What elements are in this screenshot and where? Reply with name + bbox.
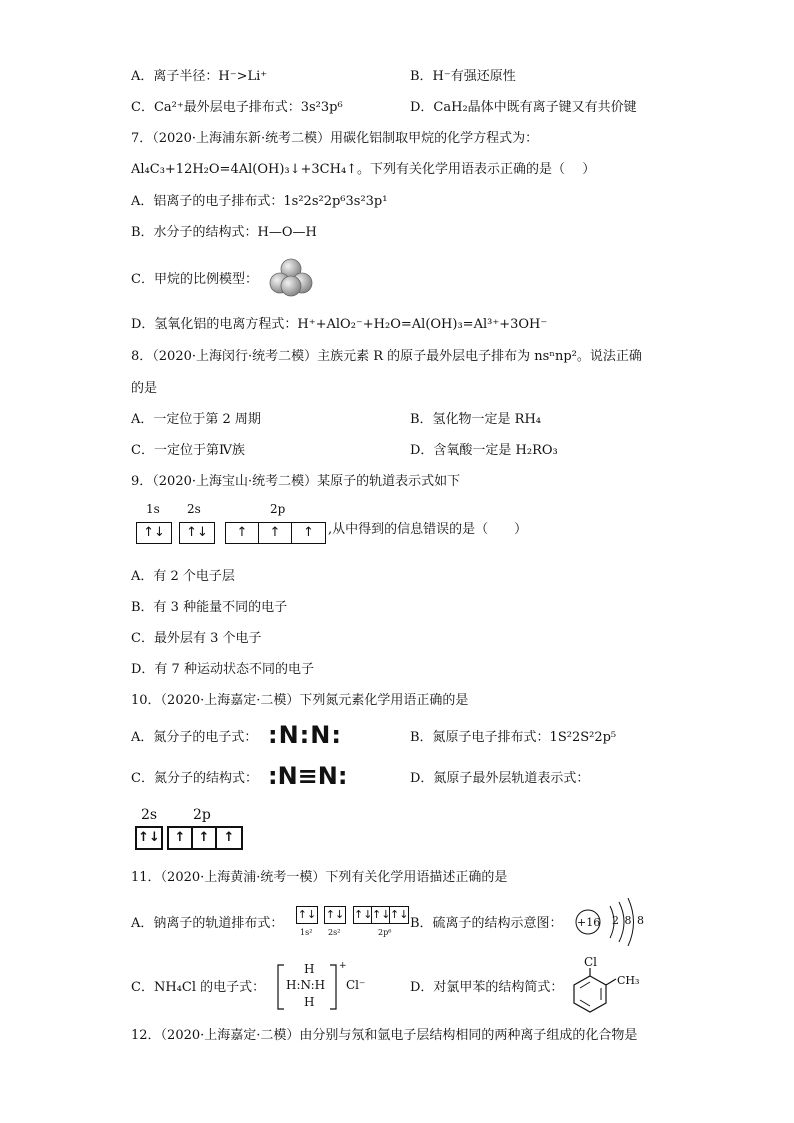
q11-a-orbital-2p (353, 906, 409, 924)
q10-label-2p: 2p (193, 807, 211, 823)
q11-a-cell-1s: ↑↓ (297, 908, 317, 921)
q11-a-cell-2s: ↑↓ (325, 908, 345, 921)
sulfide-ion-nucleus: +16 (577, 916, 601, 929)
q10-orbital-2s (135, 826, 163, 850)
q7-option-b: B．水分子的结构式：H—O—H (131, 225, 317, 240)
q11-stem: 11．（2020·上海黄浦·统考一模）下列有关化学用语描述正确的是 (131, 870, 508, 885)
q9-cell-2s: ↑↓ (186, 525, 208, 540)
chlorotoluene-ch3-label: CH₃ (617, 974, 640, 987)
q10-option-a: A．氮分子的电子式： (131, 730, 258, 745)
q8-stem-line2: 的是 (131, 381, 158, 396)
q8-stem-line1: 8．（2020·上海闵行·统考二模）主族元素 R 的原子最外层电子排布为 nsⁿnp²。说法正确 (131, 349, 642, 364)
q11-a-sub-2s: 2s² (328, 928, 341, 937)
q7-option-d: D．氢氧化铝的电离方程式：H⁺+AlO₂⁻+H₂O=Al(OH)₃=Al³⁺+3OH⁻ (131, 317, 548, 332)
q6-option-d: D．CaH₂晶体中既有离子键又有共价键 (410, 100, 637, 115)
q11-a-orbital-1s (296, 906, 318, 924)
chlorotoluene-structure (572, 968, 622, 1018)
q6-option-a: A．离子半径：H⁻>Li⁺ (131, 69, 268, 84)
q11-option-d: D．对氯甲苯的结构简式： (410, 980, 564, 995)
q11-a-cell-2p-2: ↑↓ (372, 908, 391, 921)
q10-cell-2p-1: ↑ (169, 828, 193, 848)
q7-stem-line1: 7．（2020·上海浦东新·统考二模）用碳化铝制取甲烷的化学方程式为： (131, 131, 539, 146)
methane-model-image (268, 257, 314, 299)
q7-option-c: C．甲烷的比例模型： (131, 272, 258, 287)
q9-label-2p: 2p (270, 502, 286, 516)
q9-option-c: C．最外层有 3 个电子 (131, 631, 262, 646)
q11-option-c: C．NH₄Cl 的电子式： (131, 980, 266, 995)
q10-option-b: B．氮原子电子排布式：1S²2S²2p⁵ (410, 730, 617, 745)
q9-cell-1s: ↑↓ (143, 525, 165, 540)
q11-a-sub-1s: 1s² (300, 928, 313, 937)
q9-cell-2p-1: ↑ (226, 523, 259, 543)
q11-a-cell-2p-1: ↑↓ (354, 908, 373, 921)
nh4-bottom-h: H (304, 995, 315, 1009)
q6-option-b: B．H⁻有强还原性 (410, 69, 516, 84)
q11-a-sub-2p: 2p⁶ (378, 928, 392, 937)
q9-option-a: A．有 2 个电子层 (131, 569, 235, 584)
q10-cell-2p-3: ↑ (223, 830, 235, 845)
q10-orbital-2p (167, 826, 243, 850)
q10-a-formula: :N:N: (268, 721, 342, 749)
q9-orbital-2p (225, 522, 326, 544)
q11-option-a: A．钠离子的轨道排布式： (131, 916, 284, 931)
q7-stem-line2: Al₄C₃+12H₂O=4Al(OH)₃↓+3CH₄↑。下列有关化学用语表示正确的是（ ） (131, 162, 596, 177)
q10-c-formula: :N≡N: (268, 762, 348, 790)
chloride-ion: Cl⁻ (346, 978, 366, 992)
q12-stem: 12．（2020·上海嘉定·二模）由分别与氖和氩电子层结构相同的两种离子组成的化合物是 (131, 1028, 638, 1043)
q9-stem: 9．（2020·上海宝山·统考二模）某原子的轨道表示式如下 (131, 474, 461, 489)
q10-cell-2s: ↑↓ (138, 830, 160, 845)
q7-option-a: A．铝离子的电子排布式：1s²2s²2p⁶3s²3p¹ (131, 194, 388, 209)
q8-option-d: D．含氧酸一定是 H₂RO₃ (410, 443, 558, 458)
q10-stem: 10．（2020·上海嘉定·二模）下列氮元素化学用语正确的是 (131, 693, 469, 708)
q6-option-c: C．Ca²⁺最外层电子排布式：3s²3p⁶ (131, 100, 343, 115)
q9-label-1s: 1s (146, 502, 160, 516)
sulfide-ion-shells: 2 8 8 (612, 914, 645, 927)
q10-option-d: D．氮原子最外层轨道表示式： (410, 771, 590, 786)
q10-cell-2p-2: ↑ (193, 828, 217, 848)
q8-option-c: C．一定位于第Ⅳ族 (131, 443, 245, 458)
q10-label-2s: 2s (141, 807, 158, 823)
nh4-top-h: H (304, 962, 315, 976)
q9-cell-2p-2: ↑ (259, 523, 292, 543)
q9-cell-2p-3: ↑ (303, 525, 314, 540)
q9-option-b: B．有 3 种能量不同的电子 (131, 600, 288, 615)
q8-option-b: B．氢化物一定是 RH₄ (410, 412, 542, 427)
q9-label-2s: 2s (187, 502, 201, 516)
q10-option-c: C．氮分子的结构式： (131, 771, 258, 786)
q8-option-a: A．一定位于第 2 周期 (131, 412, 261, 427)
q11-a-orbital-2s (324, 906, 346, 924)
q9-option-d: D．有 7 种运动状态不同的电子 (131, 662, 314, 677)
nh4-charge: + (339, 961, 347, 971)
q9-orbital-2s (179, 522, 215, 544)
q9-orbital-1s (136, 522, 172, 544)
q11-option-b: B．硫离子的结构示意图： (410, 916, 563, 931)
q11-a-cell-2p-3: ↑↓ (390, 908, 409, 921)
nh4-middle: H:N:H (286, 978, 326, 992)
q9-stem-tail: ,从中得到的信息错误的是（ ） (328, 522, 528, 537)
chlorotoluene-cl-label: Cl (584, 955, 598, 969)
